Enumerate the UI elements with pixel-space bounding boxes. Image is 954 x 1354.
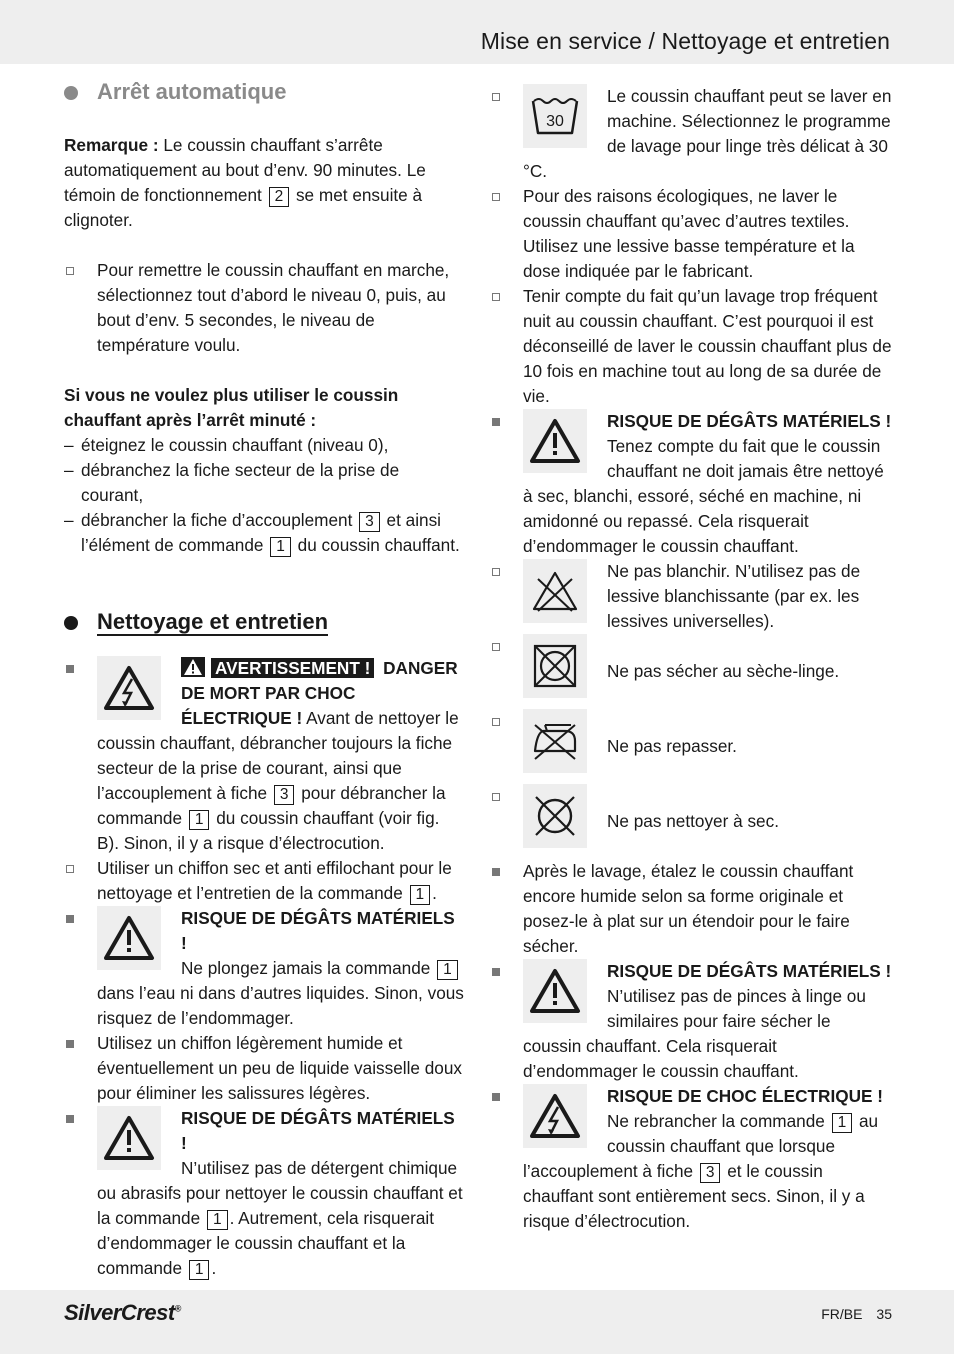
bullet-square-outline-icon [492,793,500,801]
no-dryclean-item [490,784,892,859]
warning-triangle-icon [97,906,161,970]
list-item: Utiliser un chiffon sec et anti effilochant pour le nettoyage et l’entretien de la commande 1 . [64,856,464,906]
no-dry-clean-icon [523,784,587,848]
ref-box: 1 [270,537,291,557]
left-column [64,76,464,1281]
warning-electric-item: AVERTISSEMENT ! DANGER DE MORT PAR CHOC ÉLECTRIQUE ! Avant de nettoyer le coussin chauffant, débrancher toujours la fiche secteur de la prise de courant, ainsi que l’accouplement à fiche 3 pour débrancher la commande 1 du coussin chauffant (voir fig. B). Sinon, il y a risque d’électrocution. [64,656,464,856]
bullet-dot-icon [64,616,78,630]
risk-item: RISQUE DE DÉGÂTS MATÉRIELS ! N’utilisez pas de détergent chimique ou abrasifs pour nettoyer le coussin chauffant et la commande 1 . Autrement, cela risquerait d’endommager le coussin chauffant et la commande 1 . [64,1106,464,1281]
list-item: Après le lavage, étalez le coussin chauffant encore humide selon sa forme originale et posez-le à plat sur un étendoir pour le faire sécher. [490,859,892,959]
no-iron-text: Ne pas repasser. [607,736,737,756]
section-title-cleaning: Nettoyage et entretien [64,606,464,638]
bullet-square-outline-icon [492,293,500,301]
right-column [490,76,892,1234]
ref-box: 2 [269,187,290,207]
no-bleach-item: Ne pas blanchir. N’utilisez pas de lessive blanchissante (par ex. les lessives universelles). [490,559,892,634]
warning-triangle-icon [181,657,205,677]
warning-triangle-icon [523,409,587,473]
bullet-square-filled-icon [492,1093,500,1101]
bullet-square-filled-icon [66,665,74,673]
bullet-square-outline-icon [492,718,500,726]
section-title-auto-off: Arrêt automatique [64,76,464,108]
bullet-square-outline-icon [492,193,500,201]
warning-triangle-icon [97,1106,161,1170]
list-item: Pour remettre le coussin chauffant en marche, sélectionnez tout d’abord le niveau 0, puis, au bout d’env. 5 secondes, le niveau de température voulu. [64,258,464,358]
language-code: FR/BE [821,1306,863,1322]
ref-box: 1 [207,1210,228,1230]
ref-box: 1 [832,1113,853,1133]
ref-box: 1 [189,1260,210,1280]
bullet-square-filled-icon [492,868,500,876]
no-bleach-icon [523,559,587,623]
dash-item: – débrancher la fiche d’accouplement 3 et ainsi l’élément de commande 1 du coussin chauffant. [64,510,460,555]
bullet-square-outline-icon [492,568,500,576]
electric-hazard-icon [523,1084,587,1148]
bullet-square-filled-icon [66,1115,74,1123]
risk-item: RISQUE DE DÉGÂTS MATÉRIELS ! Ne plongez jamais la commande 1 dans l’eau ni dans d’autres liquides. Sinon, vous risquez de l’endommager. [64,906,464,1031]
ref-box: 1 [437,960,458,980]
footer-meta [821,1306,892,1322]
list-item: Tenir compte du fait qu’un lavage trop fréquent nuit au coussin chauffant. C’est pourquoi il est déconseillé de laver le coussin chauffant plus de 10 fois en machine tout au long de sa durée de vie. [490,284,892,409]
wash-temp-label: 30 [546,113,564,130]
brand-logo: SilverCrest® [64,1300,181,1325]
risk-item: RISQUE DE DÉGÂTS MATÉRIELS ! Tenez compte du fait que le coussin chauffant ne doit jamais être nettoyé à sec, blanchi, essoré, séché en machine, ni amidonné ou repassé. Cela risquerait d’endommager le coussin chauffant. [490,409,892,559]
electric-hazard-icon [97,656,161,720]
dash-item: – débranchez la fiche secteur de la prise de courant, [64,460,400,505]
bullet-square-filled-icon [492,418,500,426]
no-dryer-text: Ne pas sécher au sèche-linge. [607,661,840,681]
no-dryclean-text: Ne pas nettoyer à sec. [607,811,779,831]
shock-risk-item: RISQUE DE CHOC ÉLECTRIQUE ! Ne rebrancher la commande 1 au coussin chauffant que lorsque l’accouplement à fiche 3 et le coussin chauffant sont entièrement secs. Sinon, il y a risque d’électrocution. [490,1084,892,1234]
no-tumble-dry-icon [523,634,587,698]
no-use-heading: Si vous ne voulez plus utiliser le coussin chauffant après l’arrêt minuté : [64,385,399,430]
bullet-square-outline-icon [66,865,74,873]
dash-item: – éteignez le coussin chauffant (niveau 0), [64,435,389,455]
bullet-square-outline-icon [492,643,500,651]
ref-box: 1 [410,885,431,905]
warning-label: AVERTISSEMENT ! [211,658,374,678]
ref-box: 1 [189,810,210,830]
list-item: Pour des raisons écologiques, ne laver le coussin chauffant qu’avec d’autres textiles. Utilisez une lessive basse température et la dose indiquée par le fabricant. [490,184,892,284]
no-iron-item [490,709,892,784]
bullet-square-filled-icon [66,915,74,923]
bullet-dot-icon [64,86,78,100]
bullet-square-filled-icon [492,968,500,976]
no-dryer-item [490,634,892,709]
ref-box: 3 [274,785,295,805]
wash-item: 30 Le coussin chauffant peut se laver en machine. Sélectionnez le programme de lavage pour linge très délicat à 30 °C. [490,84,892,184]
remark-paragraph: Remarque : Le coussin chauffant s’arrête automatiquement au bout d’env. 90 minutes. Le témoin de fonctionnement 2 se met ensuite à clignoter. [64,135,426,230]
risk-item: RISQUE DE DÉGÂTS MATÉRIELS ! N’utilisez pas de pinces à linge ou similaires pour faire sécher le coussin chauffant. Cela risquerait d’endommager le coussin chauffant. [490,959,892,1084]
no-iron-icon [523,709,587,773]
ref-box: 3 [700,1163,721,1183]
ref-box: 3 [359,512,380,532]
warning-triangle-icon [523,959,587,1023]
page-title: Mise en service / Nettoyage et entretien [480,28,890,54]
bullet-square-filled-icon [66,1040,74,1048]
wash-30-icon [523,84,587,148]
bullet-square-outline-icon [492,93,500,101]
list-item: Utilisez un chiffon légèrement humide et éventuellement un peu de liquide vaisselle doux pour éliminer les salissures légères. [64,1031,464,1106]
page-number: 35 [876,1306,892,1322]
bullet-square-outline-icon [66,267,74,275]
